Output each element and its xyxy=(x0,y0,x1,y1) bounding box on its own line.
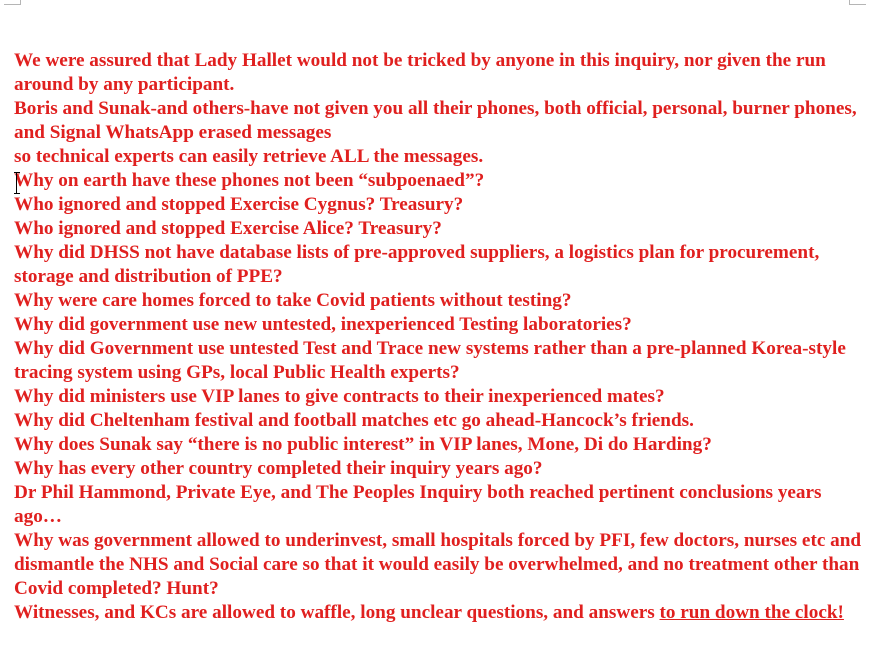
paragraph-other-countries: Why has every other country completed their inquiry years ago? xyxy=(14,458,543,479)
paragraph-care-homes: Why were care homes forced to take Covid patients without testing? xyxy=(14,290,572,311)
paragraph-vip-lanes: Why did ministers use VIP lanes to give contracts to their inexperienced mates? xyxy=(14,386,665,407)
paragraph-test-and-trace: Why did Government use untested Test and Trace new systems rather than a pre-planned Korea-style tracing system using GPs, local Public Health experts? xyxy=(14,338,846,383)
paragraph-retrieve-messages: so technical experts can easily retrieve ALL the messages. xyxy=(14,146,484,167)
text-cursor-ibeam-icon xyxy=(16,172,19,194)
paragraph-exercise-cygnus: Who ignored and stopped Exercise Cygnus? Treasury? xyxy=(14,194,464,215)
underlined-run-down-clock: to run down the clock! xyxy=(659,602,844,623)
paragraph-subpoenaed: Why on earth have these phones not been “subpoenaed”? xyxy=(14,170,485,191)
document-body[interactable] xyxy=(14,49,864,625)
paragraph-public-interest: Why does Sunak say “there is no public interest” in VIP lanes, Mone, Di do Harding? xyxy=(14,434,712,455)
page-corner-marker-left xyxy=(4,0,21,5)
paragraph-testing-laboratories: Why did government use new untested, inexperienced Testing laboratories? xyxy=(14,314,632,335)
paragraph-exercise-alice: Who ignored and stopped Exercise Alice? Treasury? xyxy=(14,218,442,239)
paragraph-witnesses xyxy=(14,601,864,625)
paragraph-phones-not-given: Boris and Sunak-and others-have not given you all their phones, both official, personal, burner phones, and Signal WhatsApp erased messages xyxy=(14,98,857,143)
paragraph-underinvest: Why was government allowed to underinvest, small hospitals forced by PFI, few doctors, nurses etc and dismantle the NHS and Social care so that it would easily be overwhelmed, and no treatment other than Covid completed? Hunt? xyxy=(14,530,862,599)
paragraph-cheltenham: Why did Cheltenham festival and football matches etc go ahead-Hancock’s friends. xyxy=(14,410,694,431)
witnesses-text: Witnesses, and KCs are allowed to waffle, long unclear questions, and answers xyxy=(14,602,660,623)
paragraph-phil-hammond: Dr Phil Hammond, Private Eye, and The Peoples Inquiry both reached pertinent conclusions years ago… xyxy=(14,482,822,527)
page-corner-marker-right xyxy=(849,0,866,5)
paragraph-lady-hallet: We were assured that Lady Hallet would not be tricked by anyone in this inquiry, nor given the run around by any participant. xyxy=(14,50,826,95)
paragraph-ppe-suppliers: Why did DHSS not have database lists of pre-approved suppliers, a logistics plan for procurement, storage and distribution of PPE? xyxy=(14,242,820,287)
